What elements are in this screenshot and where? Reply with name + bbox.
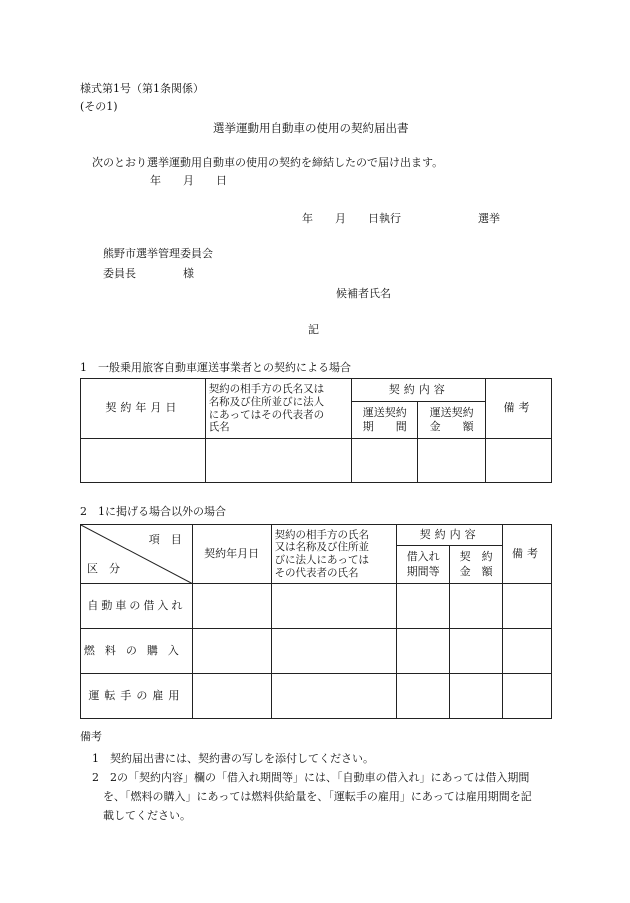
addressee-title: 委員長 <box>103 267 136 280</box>
s2-party-cell[interactable] <box>271 674 397 719</box>
s2-party-line: びに法人にあっては <box>274 554 369 566</box>
s2-period-cell[interactable] <box>397 629 450 674</box>
s2-remarks-cell[interactable] <box>503 674 552 719</box>
s2-row-label: 運転手の雇用 <box>81 674 193 719</box>
s2-col-date: 契約年月日 <box>192 525 271 584</box>
s2-date-cell[interactable] <box>192 584 271 629</box>
section2-heading: 2 1に掲げる場合以外の場合 <box>80 505 226 518</box>
s1-amount-line: 金 額 <box>429 420 474 433</box>
section2-table <box>80 524 552 719</box>
sub-number: (その1) <box>80 100 118 113</box>
s1-party-line: にあってはその代表者の <box>208 408 325 421</box>
s2-remarks-cell[interactable] <box>503 629 552 674</box>
s2-party-line: その代表者の氏名 <box>274 566 359 579</box>
s1-period-line: 期 間 <box>362 420 407 433</box>
section1-heading: 1 一般乗用旅客自動車運送事業者との契約による場合 <box>80 361 351 374</box>
s2-amount-cell[interactable] <box>450 629 503 674</box>
s2-col-period <box>397 546 450 584</box>
form-number: 様式第1号（第1条関係） <box>80 82 204 95</box>
s1-period-cell[interactable] <box>352 439 418 483</box>
s1-amount-line: 運送契約 <box>429 405 474 419</box>
intro-statement: 次のとおり選挙運動用自動車の使用の契約を締結したので届け出ます。 <box>92 156 444 169</box>
candidate-label: 候補者氏名 <box>336 287 391 300</box>
s2-remarks-cell[interactable] <box>503 584 552 629</box>
s1-date-cell[interactable] <box>81 439 206 483</box>
s2-date-cell[interactable] <box>192 629 271 674</box>
s2-amount-cell[interactable] <box>450 674 503 719</box>
election-suffix: 選挙 <box>478 212 500 225</box>
election-date: 年 月 日執行 <box>302 212 401 225</box>
s1-period-line: 運送契約 <box>362 405 407 419</box>
s1-entry-row <box>81 439 552 483</box>
s2-col-amount <box>450 546 503 584</box>
s2-row-driver <box>81 674 552 719</box>
s2-col-party <box>271 525 397 584</box>
ki-mark: 記 <box>308 323 319 336</box>
note-item: 2 2の「契約内容」欄の「借入れ期間等」には、「自動車の借入れ」にあっては借入期間 <box>92 771 530 784</box>
s1-col-amount <box>418 402 486 439</box>
s2-row-car-rental <box>81 584 552 629</box>
s1-col-party <box>205 379 352 439</box>
s1-col-date: 契約年月日 <box>81 379 206 439</box>
s1-party-line: 契約の相手方の氏名又は <box>208 383 325 396</box>
submission-date: 年 月 日 <box>150 174 227 187</box>
s2-item-label: 項 目 <box>148 533 182 546</box>
s2-header-corner <box>81 525 193 584</box>
s2-party-cell[interactable] <box>271 629 397 674</box>
s2-period-cell[interactable] <box>397 584 450 629</box>
s2-party-line: 又は名称及び住所並 <box>274 541 370 554</box>
s1-amount-cell[interactable] <box>418 439 486 483</box>
document-title: 選挙運動用自動車の使用の契約届出書 <box>213 121 409 135</box>
addressee-honorific: 様 <box>183 267 194 280</box>
s2-amount-line: 契 約 <box>459 550 493 564</box>
s2-row-label: 自動車の借入れ <box>81 584 193 629</box>
s2-row-fuel <box>81 629 552 674</box>
s2-date-cell[interactable] <box>192 674 271 719</box>
s2-row-label: 燃料の購入 <box>81 629 193 674</box>
note-item: 1 契約届出書には、契約書の写しを添付してください。 <box>92 752 374 765</box>
note-item: を、「燃料の購入」にあっては燃料供給量を、「運転手の雇用」にあっては雇用期間を記 <box>92 790 532 803</box>
s2-category-label: 区 分 <box>87 562 120 576</box>
section1-table <box>80 378 552 483</box>
notes-list <box>80 749 550 825</box>
s2-col-remarks: 備考 <box>503 525 552 584</box>
s1-remarks-cell[interactable] <box>486 439 552 483</box>
s1-col-contract: 契約内容 <box>352 379 486 402</box>
s1-col-period <box>352 402 418 439</box>
s1-party-line: 氏名 <box>208 421 230 434</box>
addressee-org: 熊野市選挙管理委員会 <box>103 247 213 260</box>
s2-party-line: 契約の相手方の氏名 <box>274 528 370 541</box>
note-item: 載してください。 <box>92 809 191 822</box>
s2-period-cell[interactable] <box>397 674 450 719</box>
s2-amount-cell[interactable] <box>450 584 503 629</box>
s1-party-cell[interactable] <box>205 439 352 483</box>
s2-period-line: 期間等 <box>406 564 440 578</box>
notes-heading: 備考 <box>80 730 102 743</box>
s1-col-remarks: 備考 <box>486 379 552 439</box>
s1-party-line: 名称及び住所並びに法人 <box>208 395 325 408</box>
s2-amount-line: 金 額 <box>459 564 493 578</box>
s2-party-cell[interactable] <box>271 584 397 629</box>
s2-col-contract: 契約内容 <box>397 525 503 546</box>
s2-period-line: 借入れ <box>406 550 440 564</box>
